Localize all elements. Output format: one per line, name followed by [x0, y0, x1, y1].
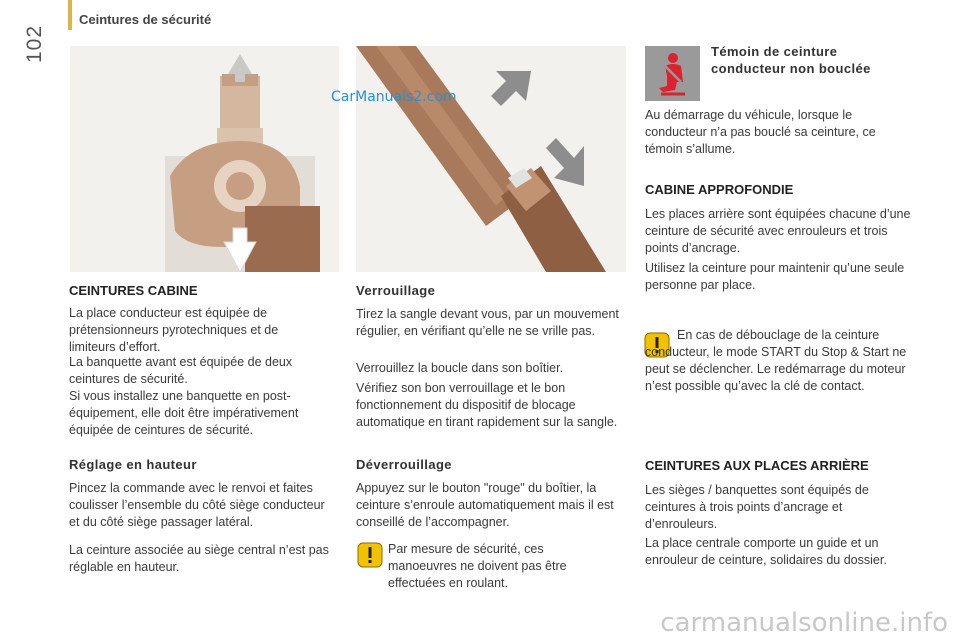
subheading-verrouillage: Verrouillage: [356, 283, 436, 298]
warning-icon: [357, 542, 383, 568]
section-title: Ceintures de sécurité: [79, 12, 212, 27]
footer-watermark: carmanualsonline.info: [660, 608, 948, 638]
heading-temoin-line1: Témoin de ceinture: [711, 44, 838, 59]
paragraph: Utilisez la ceinture pour maintenir qu’une seule personne par place.: [645, 261, 905, 292]
paragraph: Les places arrière sont équipées chacune d’une ceinture de sécurité avec enrouleurs et trois points d’ancrage.: [645, 207, 911, 255]
section-accent-bar: [68, 0, 72, 30]
paragraph: La place centrale comporte un guide et un enrouleur de ceinture, solidaires du dossier.: [645, 536, 887, 567]
paragraph: Tirez la sangle devant vous, par un mouvement régulier, en vérifiant qu’elle ne se vrille pas.: [356, 307, 619, 338]
height-adjuster-illustration: [70, 46, 339, 272]
paragraph: Vérifiez son bon verrouillage et le bon fonctionnement du dispositif de blocage automatique en tirant rapidement sur la sangle.: [356, 381, 618, 429]
paragraph: Pincez la commande avec le renvoi et faites coulisser l’ensemble du côté siège conducteur et du côté siège passager latéral.: [69, 481, 325, 529]
paragraph: Au démarrage du véhicule, lorsque le conducteur n’a pas bouclé sa ceinture, ce témoin s’allume.: [645, 108, 876, 156]
watermark-text: CarManuals2.com: [331, 89, 457, 105]
paragraph: Appuyez sur le bouton "rouge" du boîtier, la ceinture s’enroule automatiquement mais il est conseillé de l’accompagner.: [356, 481, 614, 529]
heading-temoin-line2: conducteur non bouclée: [711, 61, 871, 76]
page-number: 102: [23, 24, 47, 64]
warning-text: Par mesure de sécurité, ces manoeuvres ne doivent pas être effectuées en roulant.: [388, 542, 567, 590]
paragraph: La place conducteur est équipée de prétensionneurs pyrotechniques et de limiteurs d’effort.: [69, 306, 279, 354]
paragraph: La ceinture associée au siège central n’est pas réglable en hauteur.: [69, 543, 329, 574]
paragraph: Si vous installez une banquette en post-équipement, elle doit être impérativement équipée de ceintures de sécurité.: [69, 389, 299, 437]
warning-text: En cas de débouclage de la ceinture conducteur, le mode START du Stop & Start ne peut se déclencher. Le redémarrage du moteur n’est possible qu’avec la clé de contact.: [645, 328, 907, 393]
seatbelt-warning-lamp-icon: [645, 46, 700, 101]
heading-cabine-approfondie: CABINE APPROFONDIE: [645, 182, 794, 197]
buckle-latching-illustration: [356, 46, 626, 272]
paragraph: Verrouillez la boucle dans son boîtier.: [356, 361, 564, 375]
heading-ceintures-cabine: CEINTURES CABINE: [69, 283, 198, 298]
paragraph: La banquette avant est équipée de deux ceintures de sécurité.: [69, 355, 293, 386]
subheading-reglage: Réglage en hauteur: [69, 457, 197, 472]
subheading-deverrouillage: Déverrouillage: [356, 457, 452, 472]
paragraph: Les sièges / banquettes sont équipés de ceintures à trois points d’ancrage et d’enrouleurs.: [645, 483, 869, 531]
heading-ceintures-arriere: CEINTURES AUX PLACES ARRIÈRE: [645, 458, 869, 473]
